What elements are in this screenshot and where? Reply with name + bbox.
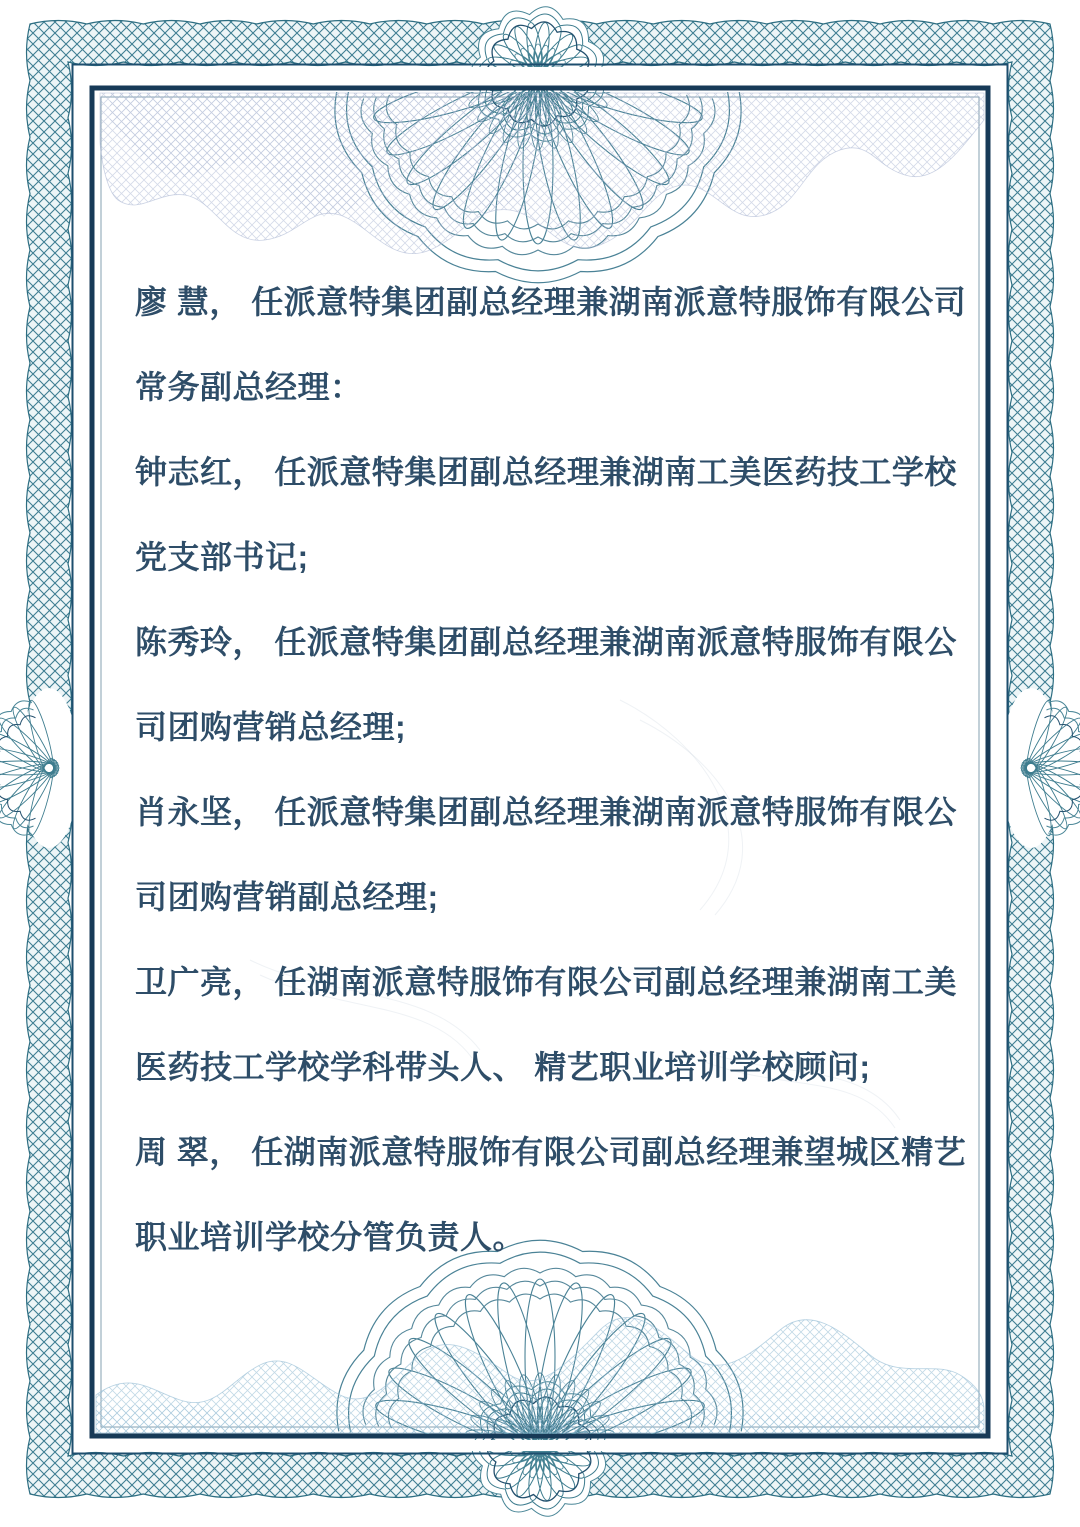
appointment-line: 周 翠， 任湖南派意特服饰有限公司副总经理兼望城区精艺 bbox=[135, 1134, 967, 1170]
appointment-line: 医药技工学校学科带头人、 精艺职业培训学校顾问; bbox=[135, 1049, 871, 1085]
side-rosette-bump bbox=[0, 688, 79, 848]
appointment-line: 廖 慧， 任派意特集团副总经理兼湖南派意特服饰有限公司 bbox=[135, 284, 967, 320]
appointment-text-block bbox=[135, 260, 980, 1280]
side-rosette-bump bbox=[1001, 688, 1080, 848]
top-lace-curtain bbox=[100, 93, 984, 254]
appointment-line: 党支部书记; bbox=[135, 539, 309, 575]
appointment-line: 陈秀玲， 任派意特集团副总经理兼湖南派意特服饰有限公 bbox=[135, 624, 957, 660]
appointment-line: 司团购营销总经理; bbox=[135, 709, 407, 745]
appointment-line: 司团购营销副总经理; bbox=[135, 879, 439, 915]
bottom-wave-lattice bbox=[96, 1317, 984, 1433]
appointment-line: 肖永坚， 任派意特集团副总经理兼湖南派意特服饰有限公 bbox=[135, 794, 957, 830]
appointment-line: 卫广亮， 任湖南派意特服饰有限公司副总经理兼湖南工美 bbox=[135, 964, 957, 1000]
appointment-line: 常务副总经理： bbox=[135, 369, 363, 405]
appointment-line: 职业培训学校分管负责人。 bbox=[135, 1219, 526, 1255]
appointment-line: 钟志红， 任派意特集团副总经理兼湖南工美医药技工学校 bbox=[135, 454, 957, 490]
